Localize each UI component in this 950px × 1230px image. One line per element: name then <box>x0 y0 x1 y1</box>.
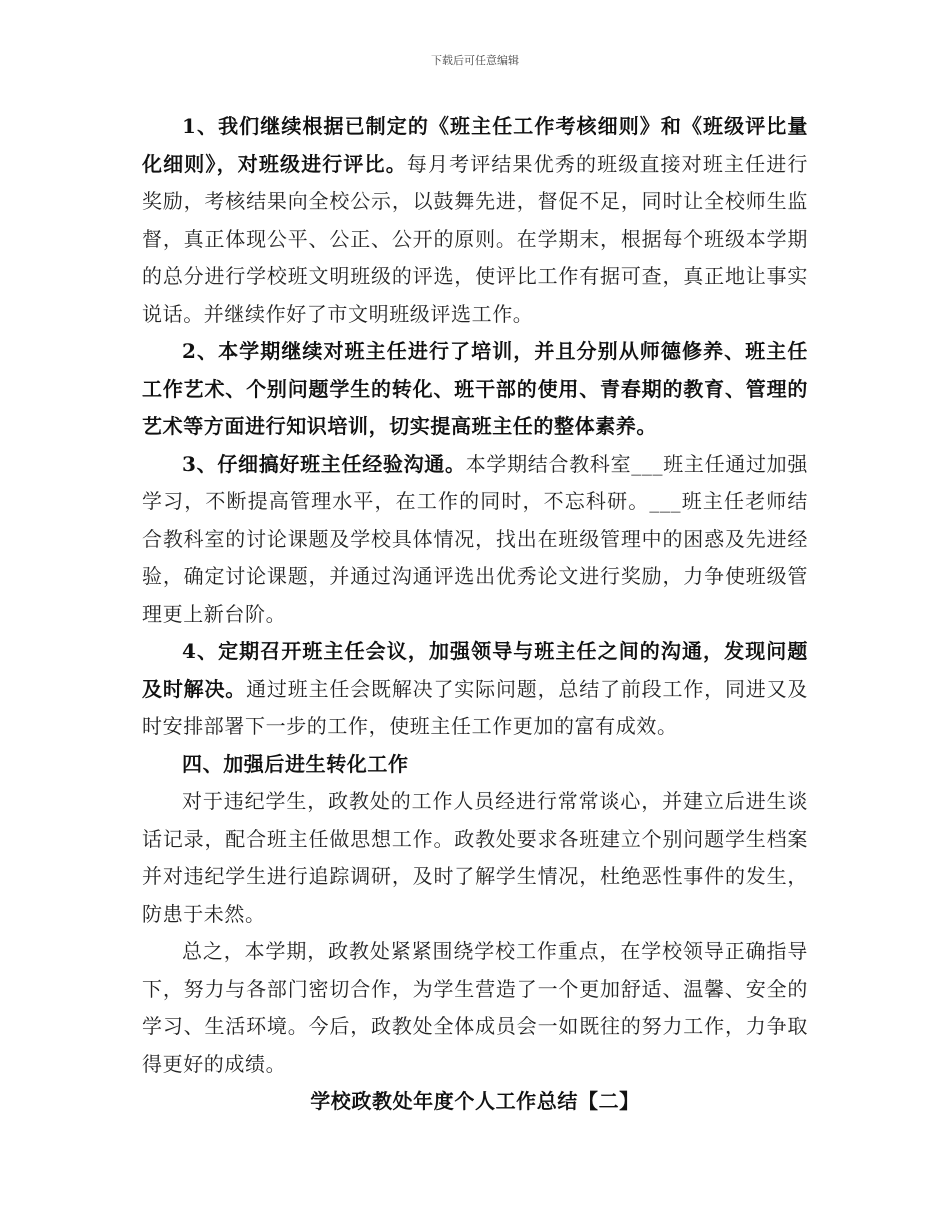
section-heading: 四、加强后进生转化工作 <box>182 751 409 776</box>
paragraph-6: 总之，本学期，政教处紧紧围绕学校工作重点，在学校领导正确指导下，努力与各部门密切合作，为学生营造了一个更加舒适、温馨、安全的学习、生活环境。今后，政教处全体成员会一如既往的努力工作，力争取得更好的成绩。 <box>142 939 808 1076</box>
paragraph-3-text: 本学期结合教科室___班主任通过加强学习，不断提高管理水平，在工作的同时，不忘科研。___班主任老师结合教科室的讨论课题及学校具体情况，找出在班级管理中的困惑及先进经验，确定讨论课题，并通过沟通评选出优秀论文进行奖励，力争使班级管理更上新台阶。 <box>142 451 808 626</box>
paragraph-3 <box>142 446 808 634</box>
paragraph-4-text: 通过班主任会既解决了实际问题，总结了前段工作，同进又及时安排部署下一步的工作，使班主任工作更加的富有成效。 <box>142 676 809 738</box>
paragraph-2-lead: 2、本学期继续对班主任进行了培训，并且分别从师德修养、班主任工作艺术、个别问题学生的转化、班干部的使用、青春期的教育、管理的艺术等方面进行知识培训，切实提高班主任的整体素养。 <box>142 339 808 438</box>
paragraph-3-lead: 3、仔细搞好班主任经验沟通。 <box>182 451 466 476</box>
paragraph-4 <box>142 633 808 746</box>
paragraph-1-text: 每月考评结果优秀的班级直接对班主任进行奖励，考核结果向全校公示，以鼓舞先进，督促不足，同时让全校师生监督，真正体现公平、公正、公开的原则。在学期末，根据每个班级本学期的总分进行学校班文明班级的评选，使评比工作有据可查，真正地让事实说话。并继续作好了市文明班级评选工作。 <box>142 151 808 326</box>
document-body <box>142 108 808 1121</box>
next-section-title: 学校政教处年度个人工作总结【二】 <box>310 1089 640 1113</box>
paragraph-4-lead: 4、定期召开班主任会议，加强领导与班主任之间的沟通，发现问题及时解决。 <box>142 639 808 701</box>
page-header: 下载后可任意编辑 <box>431 54 519 67</box>
paragraph-5: 对于违纪学生，政教处的工作人员经进行常常谈心，并建立后进生谈话记录，配合班主任做思想工作。政教处要求各班建立个别问题学生档案并对违纪学生进行追踪调研，及时了解学生情况，杜绝恶性事件的发生，防患于未然。 <box>142 789 808 926</box>
paragraph-1-lead: 1、我们继续根据已制定的《班主任工作考核细则》和《班级评比量化细则》，对班级进行评比。 <box>142 114 808 176</box>
paragraph-2 <box>142 333 808 446</box>
paragraph-1 <box>142 108 808 333</box>
